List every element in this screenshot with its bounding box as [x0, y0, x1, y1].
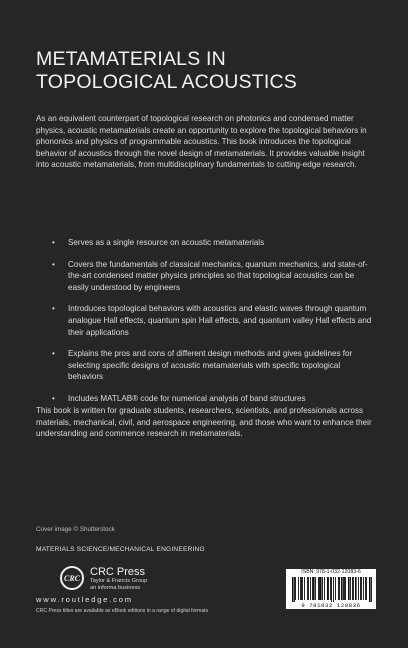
title-line-1: METAMATERIALS IN	[36, 48, 226, 70]
barcode-bar	[369, 577, 371, 602]
barcode-bar	[335, 577, 336, 600]
barcode-bar	[322, 577, 323, 600]
barcode-bar	[302, 577, 303, 600]
barcode-bar	[319, 577, 320, 600]
feature-item: • Serves as a single resource on acoustic metamaterials	[52, 237, 372, 249]
barcode-bar	[294, 577, 295, 602]
crc-logo-icon	[60, 566, 84, 590]
barcode-bar	[330, 577, 331, 600]
barcode-bar	[307, 577, 308, 600]
barcode-bar	[341, 577, 343, 600]
barcode-bar	[338, 577, 339, 600]
barcode-bar	[313, 577, 315, 600]
barcode-bar	[320, 577, 322, 600]
publisher-group: Taylor & Francis Group	[90, 578, 148, 584]
barcode-bar	[339, 577, 340, 600]
barcode-bar	[301, 577, 302, 600]
barcode-bar	[371, 577, 372, 602]
barcode-bar	[363, 577, 364, 600]
ebook-footnote: CRC Press titles are available as eBook editions in a range of digital formats	[36, 608, 209, 614]
barcode-bar	[366, 577, 367, 600]
barcode-bar	[318, 577, 319, 600]
barcode-bars-icon	[292, 577, 372, 602]
barcode-bar	[360, 577, 361, 600]
title-line-2: TOPOLOGICAL ACOUSTICS	[36, 71, 298, 93]
barcode-bar	[361, 577, 362, 600]
barcode-bar	[328, 577, 329, 600]
barcode-bar	[331, 577, 332, 602]
feature-item: • Explains the pros and cons of different design methods and gives guidelines for selecting specific designs of acoustic metamaterials with specific topological behaviors	[52, 348, 372, 383]
barcode-bar	[333, 577, 334, 602]
feature-item: • Introduces topological behaviors with acoustics and elastic waves through quantum analogue Hall effects, quantum spin Hall effects, and quantum valley Hall effects and their applications	[52, 303, 372, 338]
barcode-digits: 9 781032 120836	[301, 602, 361, 609]
feature-list	[52, 237, 372, 415]
barcode-bar	[365, 577, 366, 600]
barcode-bar	[304, 577, 305, 600]
barcode-bar	[358, 577, 359, 600]
barcode-bar	[315, 577, 316, 600]
feature-item: • Covers the fundamentals of classical mechanics, quantum mechanics, and state-of-the-art condensed matter physics principles so that topological acoustics can be easily understood by engineers	[52, 259, 372, 294]
logo-text: CRC	[63, 573, 80, 583]
barcode	[286, 569, 376, 609]
barcode-bar	[312, 577, 313, 600]
subject-category: MATERIALS SCIENCE/MECHANICAL ENGINEERING	[36, 546, 205, 553]
barcode-bar	[308, 577, 309, 600]
barcode-bar	[295, 577, 296, 600]
barcode-bar	[353, 577, 354, 600]
barcode-bar	[300, 577, 301, 600]
barcode-bar	[343, 577, 344, 600]
barcode-bar	[292, 577, 294, 602]
audience-paragraph: This book is written for graduate students, researchers, scientists, and professionals across materials, mechanical, civil, and aerospace engineering, and those who want to enhance their understanding and commence research in metamaterials.	[36, 406, 372, 439]
book-title	[36, 48, 376, 94]
publisher-block	[90, 566, 147, 592]
intro-paragraph: As an equivalent counterpart of topological research on photonics and condensed matter physics, acoustic metamaterials create an opportunity to explore the topological behaviors in phononics and physics of programmable acoustics. This book introduces the topological behavior of acoustics through the novel design of metamaterials. It provides valuable insight into acoustic metamaterials, from multidisciplinary fundamentals to cutting-edge research.	[36, 114, 367, 170]
barcode-bar	[298, 577, 299, 600]
barcode-bar	[324, 577, 325, 600]
barcode-bar	[350, 577, 351, 600]
cover-image-credit: Cover image © Shutterstock	[36, 526, 115, 533]
barcode-bar	[355, 577, 357, 600]
feature-item: • Includes MATLAB® code for numerical analysis of band structures	[52, 393, 372, 405]
barcode-bar	[345, 577, 346, 600]
barcode-bar	[310, 577, 311, 600]
publisher-name: CRC Press	[90, 566, 146, 578]
publisher-website[interactable]: www.routledge.com	[36, 595, 133, 604]
publisher-business: an informa business	[90, 585, 141, 591]
barcode-bar	[348, 577, 350, 600]
barcode-bar	[344, 577, 345, 600]
barcode-bar	[352, 577, 353, 600]
isbn-text: ISBN: 978-1-032-12083-6	[301, 569, 361, 575]
